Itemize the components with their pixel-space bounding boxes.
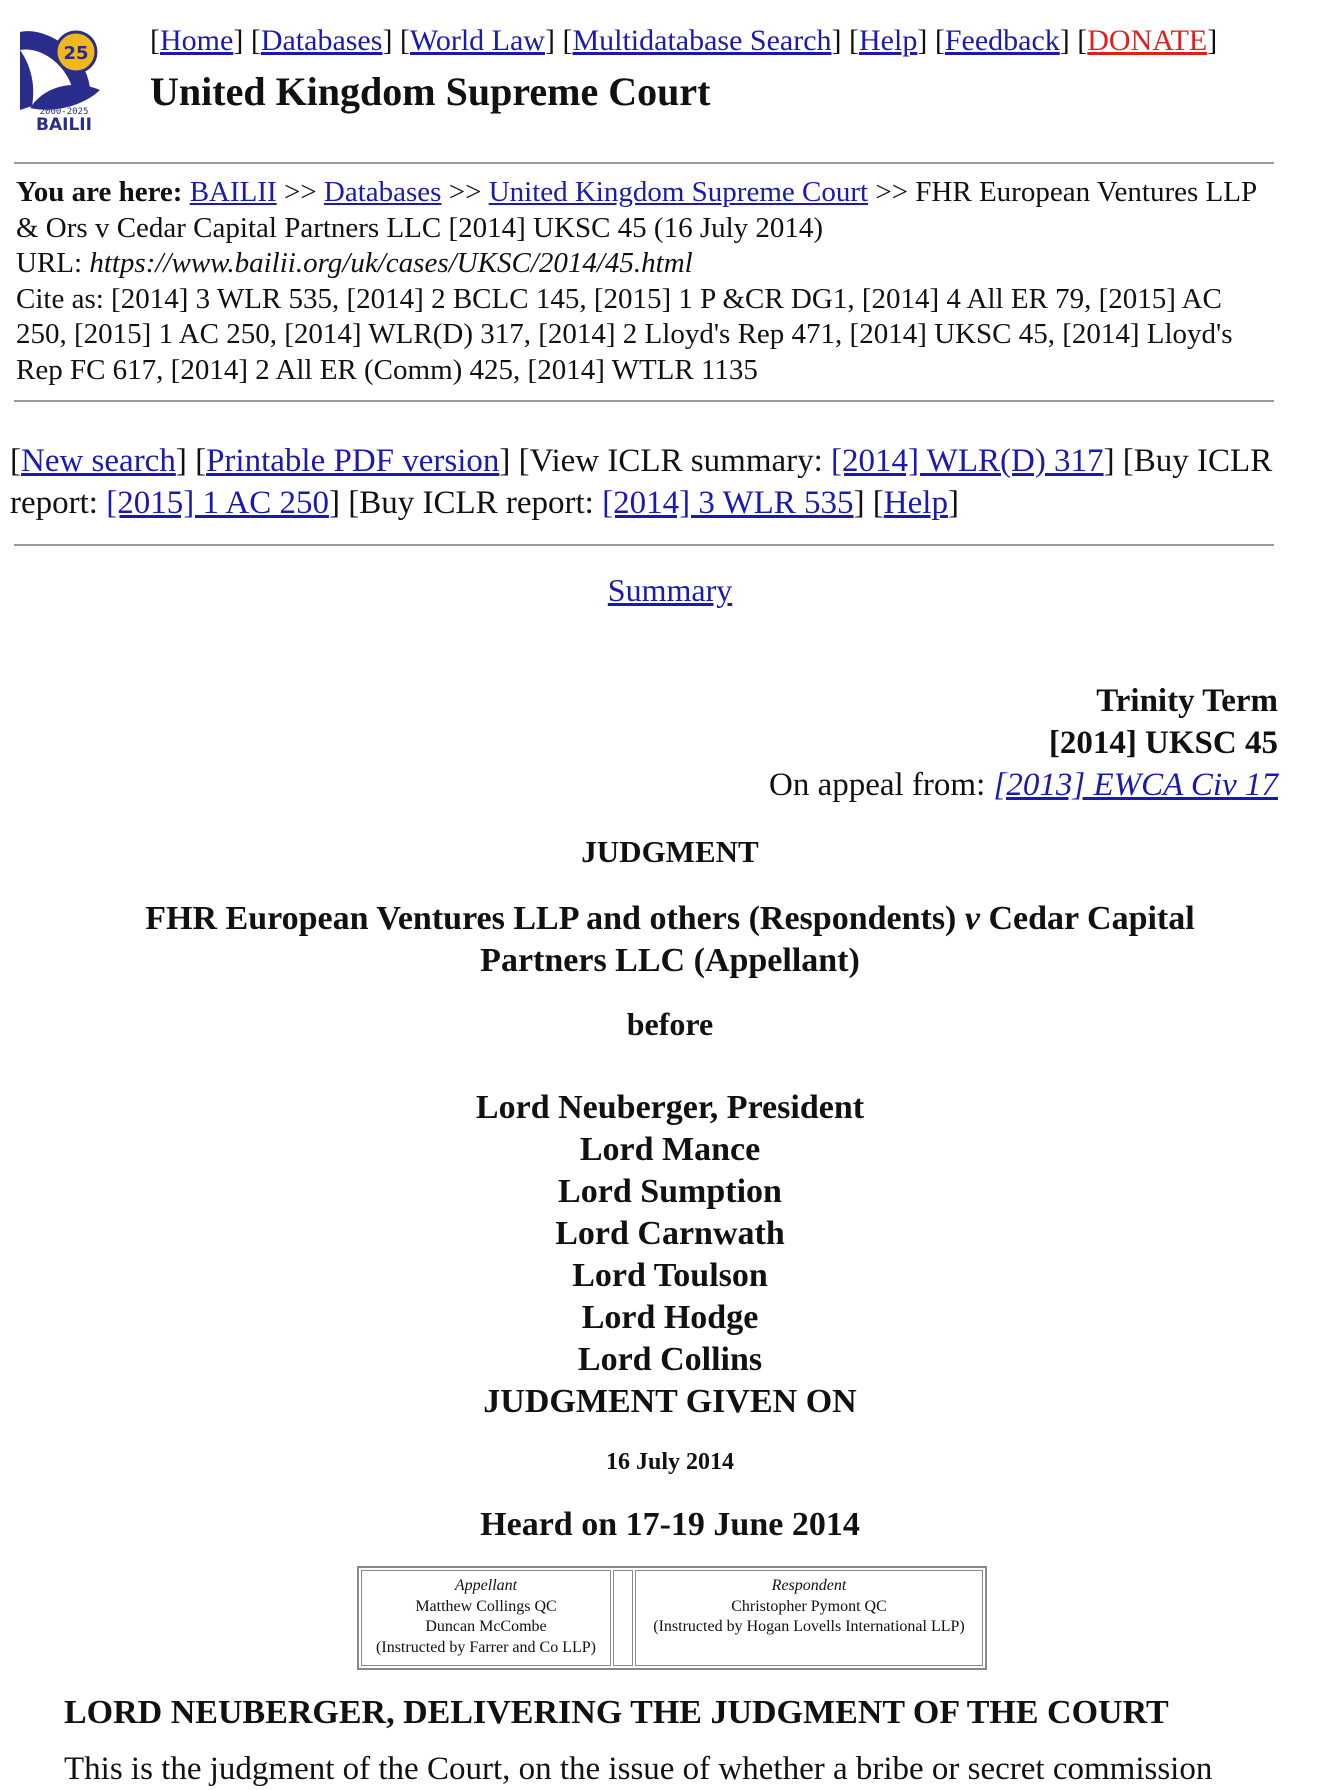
case-info-block [16, 175, 1276, 388]
parties-heading [0, 898, 1340, 982]
top-nav: [Home] [Databases] [World Law] [Multidatabase Search] [Help] [Feedback] [DONATE] [150, 24, 1218, 57]
buy-iclr-ac-link[interactable]: [2015] 1 AC 250 [106, 485, 329, 521]
first-paragraph: This is the judgment of the Court, on the issue of whether a bribe or secret commission [64, 1751, 1213, 1787]
iclr-summary-label: View ICLR summary: [529, 443, 823, 479]
counsel-line: (Instructed by Farrer and Co LLP) [376, 1638, 596, 1656]
appeal-label: On appeal from: [769, 767, 986, 803]
breadcrumb-current: FHR European Ventures LLP & Ors v Cedar Capital Partners LLC [2014] UKSC 45 (16 July 2014) [16, 176, 1257, 244]
cite-value: [2014] 3 WLR 535, [2014] 2 BCLC 145, [2015] 1 P &CR DG1, [2014] 4 All ER 79, [2015] AC 250, [2015] 1 AC 250, [2014] WLR(D) 317, [2014] 2 Lloyd's Rep 471, [2014] UKSC 45, [2014] Lloyd's Rep FC 617, [2014] 2 All ER (Comm) 425, [2014] WTLR 1135 [16, 282, 1233, 386]
divider [14, 544, 1274, 546]
respondent-heading: Respondent [771, 1577, 847, 1594]
breadcrumb-databases-link[interactable]: Databases [323, 176, 442, 208]
counsel-line: (Instructed by Hogan Lovells International LLP) [653, 1618, 965, 1635]
appellant-heading: Appellant [454, 1577, 518, 1594]
summary-link-row [0, 570, 1340, 610]
breadcrumb-prefix: You are here: [16, 176, 183, 208]
before-label: before [626, 1006, 714, 1042]
divider [14, 400, 1274, 402]
counsel-table [357, 1566, 987, 1670]
appeal-from-link[interactable]: [2013] EWCA Civ 17 [993, 767, 1278, 803]
logo-name: BAILII [36, 115, 92, 135]
buy-iclr-label: Buy ICLR report: [10, 443, 1273, 521]
judge-name: Lord Collins [577, 1341, 763, 1378]
nav-feedback-link[interactable]: Feedback [944, 24, 1060, 57]
judges-list [0, 1087, 1340, 1423]
judge-name: Lord Mance [579, 1131, 761, 1168]
breadcrumb-separator: >> [875, 176, 909, 208]
appeal-line [769, 764, 1278, 806]
appellant-counsel-cell [361, 1570, 611, 1666]
nav-world-law-link[interactable]: World Law [409, 24, 545, 57]
nav-multidatabase-search-link[interactable]: Multidatabase Search [572, 24, 832, 57]
logo-anniversary: 25 [63, 43, 89, 64]
divider [14, 162, 1274, 164]
url-value: https://www.bailii.org/uk/cases/UKSC/2014/45.html [89, 247, 693, 279]
judgment-heading: JUDGMENT [581, 834, 759, 869]
judge-name: Lord Neuberger, President [475, 1089, 865, 1126]
page-title: United Kingdom Supreme Court [150, 69, 711, 114]
term-label: Trinity Term [1096, 683, 1278, 719]
buy-iclr-label: Buy ICLR report: [359, 485, 594, 521]
counsel-line: Christopher Pymont QC [731, 1597, 887, 1615]
tool-links: [New search] [Printable PDF version] [View ICLR summary: [2014] WLR(D) 317] [Buy ICLR report: [2015] 1 AC 250] [Buy ICLR report: [2014] 3 WLR 535] [Help] [10, 443, 1273, 521]
breadcrumb-bailii-link[interactable]: BAILII [189, 176, 277, 208]
bailii-logo[interactable] [16, 24, 112, 134]
nav-databases-link[interactable]: Databases [260, 24, 383, 57]
judgment-date: 16 July 2014 [605, 1449, 734, 1475]
breadcrumb-court-link[interactable]: United Kingdom Supreme Court [488, 176, 869, 208]
logo-years: 2000-2025 [39, 107, 89, 117]
versus-label: v [964, 900, 980, 937]
respondents-name: FHR European Ventures LLP and others (Respondents) [145, 900, 957, 937]
iclr-summary-link[interactable]: [2014] WLR(D) 317 [831, 443, 1104, 479]
url-line [16, 246, 1276, 282]
neutral-citation: [2014] UKSC 45 [1048, 725, 1278, 761]
case-header [769, 680, 1278, 806]
judge-name: Lord Sumption [558, 1173, 782, 1210]
breadcrumb [16, 175, 1276, 246]
judgment-given-label: JUDGMENT GIVEN ON [483, 1383, 857, 1420]
counsel-line: Matthew Collings QC [415, 1597, 557, 1615]
url-label: URL: [16, 247, 83, 279]
heard-dates: Heard on 17-19 June 2014 [480, 1506, 860, 1543]
judge-name: Lord Carnwath [555, 1215, 785, 1252]
cite-line [16, 282, 1276, 389]
breadcrumb-separator: >> [448, 176, 482, 208]
appellant-name: Cedar Capital Partners LLC (Appellant) [480, 900, 1195, 979]
counsel-spacer-cell [613, 1570, 633, 1666]
nav-help-link[interactable]: Help [859, 24, 918, 57]
respondent-counsel-cell [635, 1570, 983, 1666]
judge-name: Lord Toulson [572, 1257, 768, 1294]
site-header [0, 0, 1290, 150]
breadcrumb-separator: >> [283, 176, 317, 208]
counsel-line: Duncan McCombe [425, 1618, 547, 1635]
nav-home-link[interactable]: Home [160, 24, 234, 57]
cite-label: Cite as: [16, 282, 104, 315]
nav-donate-link[interactable]: DONATE [1087, 24, 1208, 57]
new-search-link[interactable]: New search [21, 443, 176, 479]
summary-link[interactable]: Summary [607, 572, 733, 608]
delivering-heading: LORD NEUBERGER, DELIVERING THE JUDGMENT OF THE COURT [64, 1694, 1169, 1731]
buy-iclr-wlr-link[interactable]: [2014] 3 WLR 535 [602, 485, 854, 521]
tools-help-link[interactable]: Help [883, 485, 948, 521]
judge-name: Lord Hodge [581, 1299, 759, 1336]
printable-pdf-link[interactable]: Printable PDF version [206, 443, 500, 479]
bailii-logo-icon [16, 24, 112, 134]
